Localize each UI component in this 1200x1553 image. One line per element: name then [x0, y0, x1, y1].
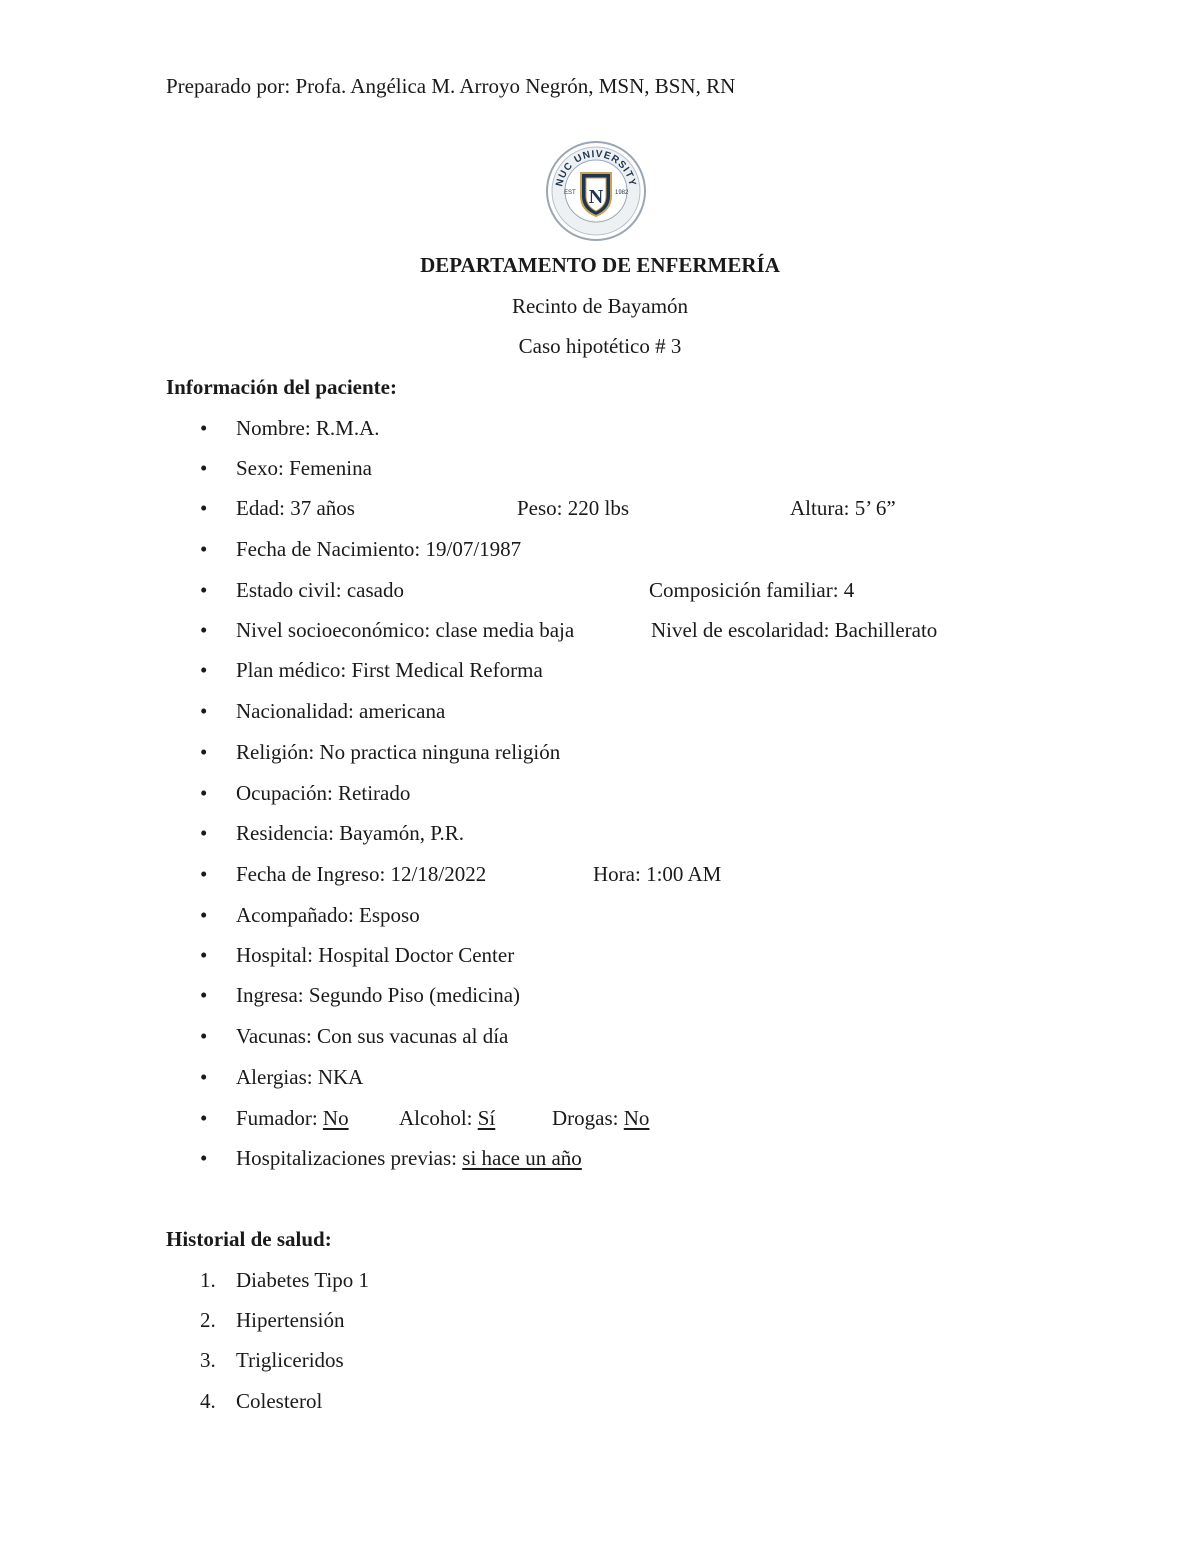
- admission-date: Fecha de Ingreso: 12/18/2022: [236, 862, 487, 886]
- department-title: DEPARTAMENTO DE ENFERMERÍA: [420, 253, 780, 277]
- history-item-text: Trigliceridos: [236, 1348, 344, 1372]
- patient-family: Composición familiar: 4: [649, 578, 855, 602]
- patient-occupation: Ocupación: Retirado: [236, 781, 411, 805]
- bullet: •: [200, 537, 208, 561]
- patient-weight: Peso: 220 lbs: [517, 496, 630, 520]
- smoker-label: Fumador:: [236, 1106, 323, 1130]
- patient-companion: Acompañado: Esposo: [236, 903, 420, 927]
- bullet: •: [200, 699, 208, 723]
- bullet: •: [200, 618, 208, 642]
- bullet: •: [200, 781, 208, 805]
- patient-name: Nombre: R.M.A.: [236, 416, 380, 440]
- patient-religion: Religión: No practica ninguna religión: [236, 740, 561, 764]
- alcohol-field: [399, 1108, 495, 1129]
- smoker-field: [236, 1108, 349, 1129]
- health-history-heading: Historial de salud:: [166, 1227, 332, 1251]
- bullet: •: [200, 658, 208, 682]
- prepared-by-line: Preparado por: Profa. Angélica M. Arroyo Negrón, MSN, BSN, RN: [166, 74, 736, 98]
- patient-insurance: Plan médico: First Medical Reforma: [236, 658, 543, 682]
- alcohol-label: Alcohol:: [399, 1106, 478, 1130]
- bullet: •: [200, 821, 208, 845]
- patient-sex: Sexo: Femenina: [236, 456, 372, 480]
- seal-est-right: 1982: [615, 190, 629, 196]
- prev-hosp-label: Hospitalizaciones previas:: [236, 1146, 463, 1170]
- drugs-label: Drogas:: [552, 1106, 624, 1130]
- patient-vaccines: Vacunas: Con sus vacunas al día: [236, 1024, 509, 1048]
- patient-ward: Ingresa: Segundo Piso (medicina): [236, 983, 521, 1007]
- patient-age: Edad: 37 años: [236, 496, 355, 520]
- smoker-value: No: [322, 1106, 349, 1130]
- bullet: •: [200, 983, 208, 1007]
- bullet: •: [200, 943, 208, 967]
- alcohol-value: Sí: [477, 1106, 496, 1130]
- prev-hosp-value: si hace un año: [462, 1146, 582, 1170]
- bullet: •: [200, 740, 208, 764]
- history-item-text: Hipertensión: [236, 1308, 345, 1332]
- bullet: •: [200, 862, 208, 886]
- patient-height: Altura: 5’ 6”: [790, 496, 896, 520]
- bullet: •: [200, 1065, 208, 1089]
- admission-time: Hora: 1:00 AM: [593, 862, 722, 886]
- seal-est-left: EST: [564, 190, 576, 196]
- seal-ring-text: NUC UNIVERSITY: [554, 148, 638, 188]
- drugs-field: [552, 1108, 649, 1129]
- patient-allergies: Alergias: NKA: [236, 1065, 364, 1089]
- case-number: Caso hipotético # 3: [518, 334, 682, 358]
- history-item-number: 4.: [200, 1389, 216, 1413]
- university-seal-icon: [545, 140, 647, 242]
- bullet: •: [200, 1106, 208, 1130]
- seal-letter: N: [588, 186, 604, 208]
- bullet: •: [200, 903, 208, 927]
- bullet: •: [200, 496, 208, 520]
- patient-dob: Fecha de Nacimiento: 19/07/1987: [236, 537, 522, 561]
- campus-name: Recinto de Bayamón: [511, 294, 689, 318]
- patient-info-heading: Información del paciente:: [166, 375, 397, 399]
- drugs-value: No: [623, 1106, 650, 1130]
- bullet: •: [200, 578, 208, 602]
- history-item-number: 1.: [200, 1268, 216, 1292]
- history-item-number: 2.: [200, 1308, 216, 1332]
- patient-nationality: Nacionalidad: americana: [236, 699, 446, 723]
- history-item-number: 3.: [200, 1348, 216, 1372]
- bullet: •: [200, 416, 208, 440]
- patient-education: Nivel de escolaridad: Bachillerato: [651, 618, 938, 642]
- patient-residence: Residencia: Bayamón, P.R.: [236, 821, 465, 845]
- svg-text:· · · · · · · · · · · · · · ·: · · · · · · · · · · · · · · · · · ·: [575, 211, 617, 224]
- prev-hosp-field: [236, 1148, 582, 1169]
- patient-socioeconomic: Nivel socioeconómico: clase media baja: [236, 618, 575, 642]
- history-item-text: Diabetes Tipo 1: [236, 1268, 370, 1292]
- bullet: •: [200, 1024, 208, 1048]
- bullet: •: [200, 1146, 208, 1170]
- patient-civil-status: Estado civil: casado: [236, 578, 404, 602]
- patient-hospital: Hospital: Hospital Doctor Center: [236, 943, 515, 967]
- history-item-text: Colesterol: [236, 1389, 323, 1413]
- bullet: •: [200, 456, 208, 480]
